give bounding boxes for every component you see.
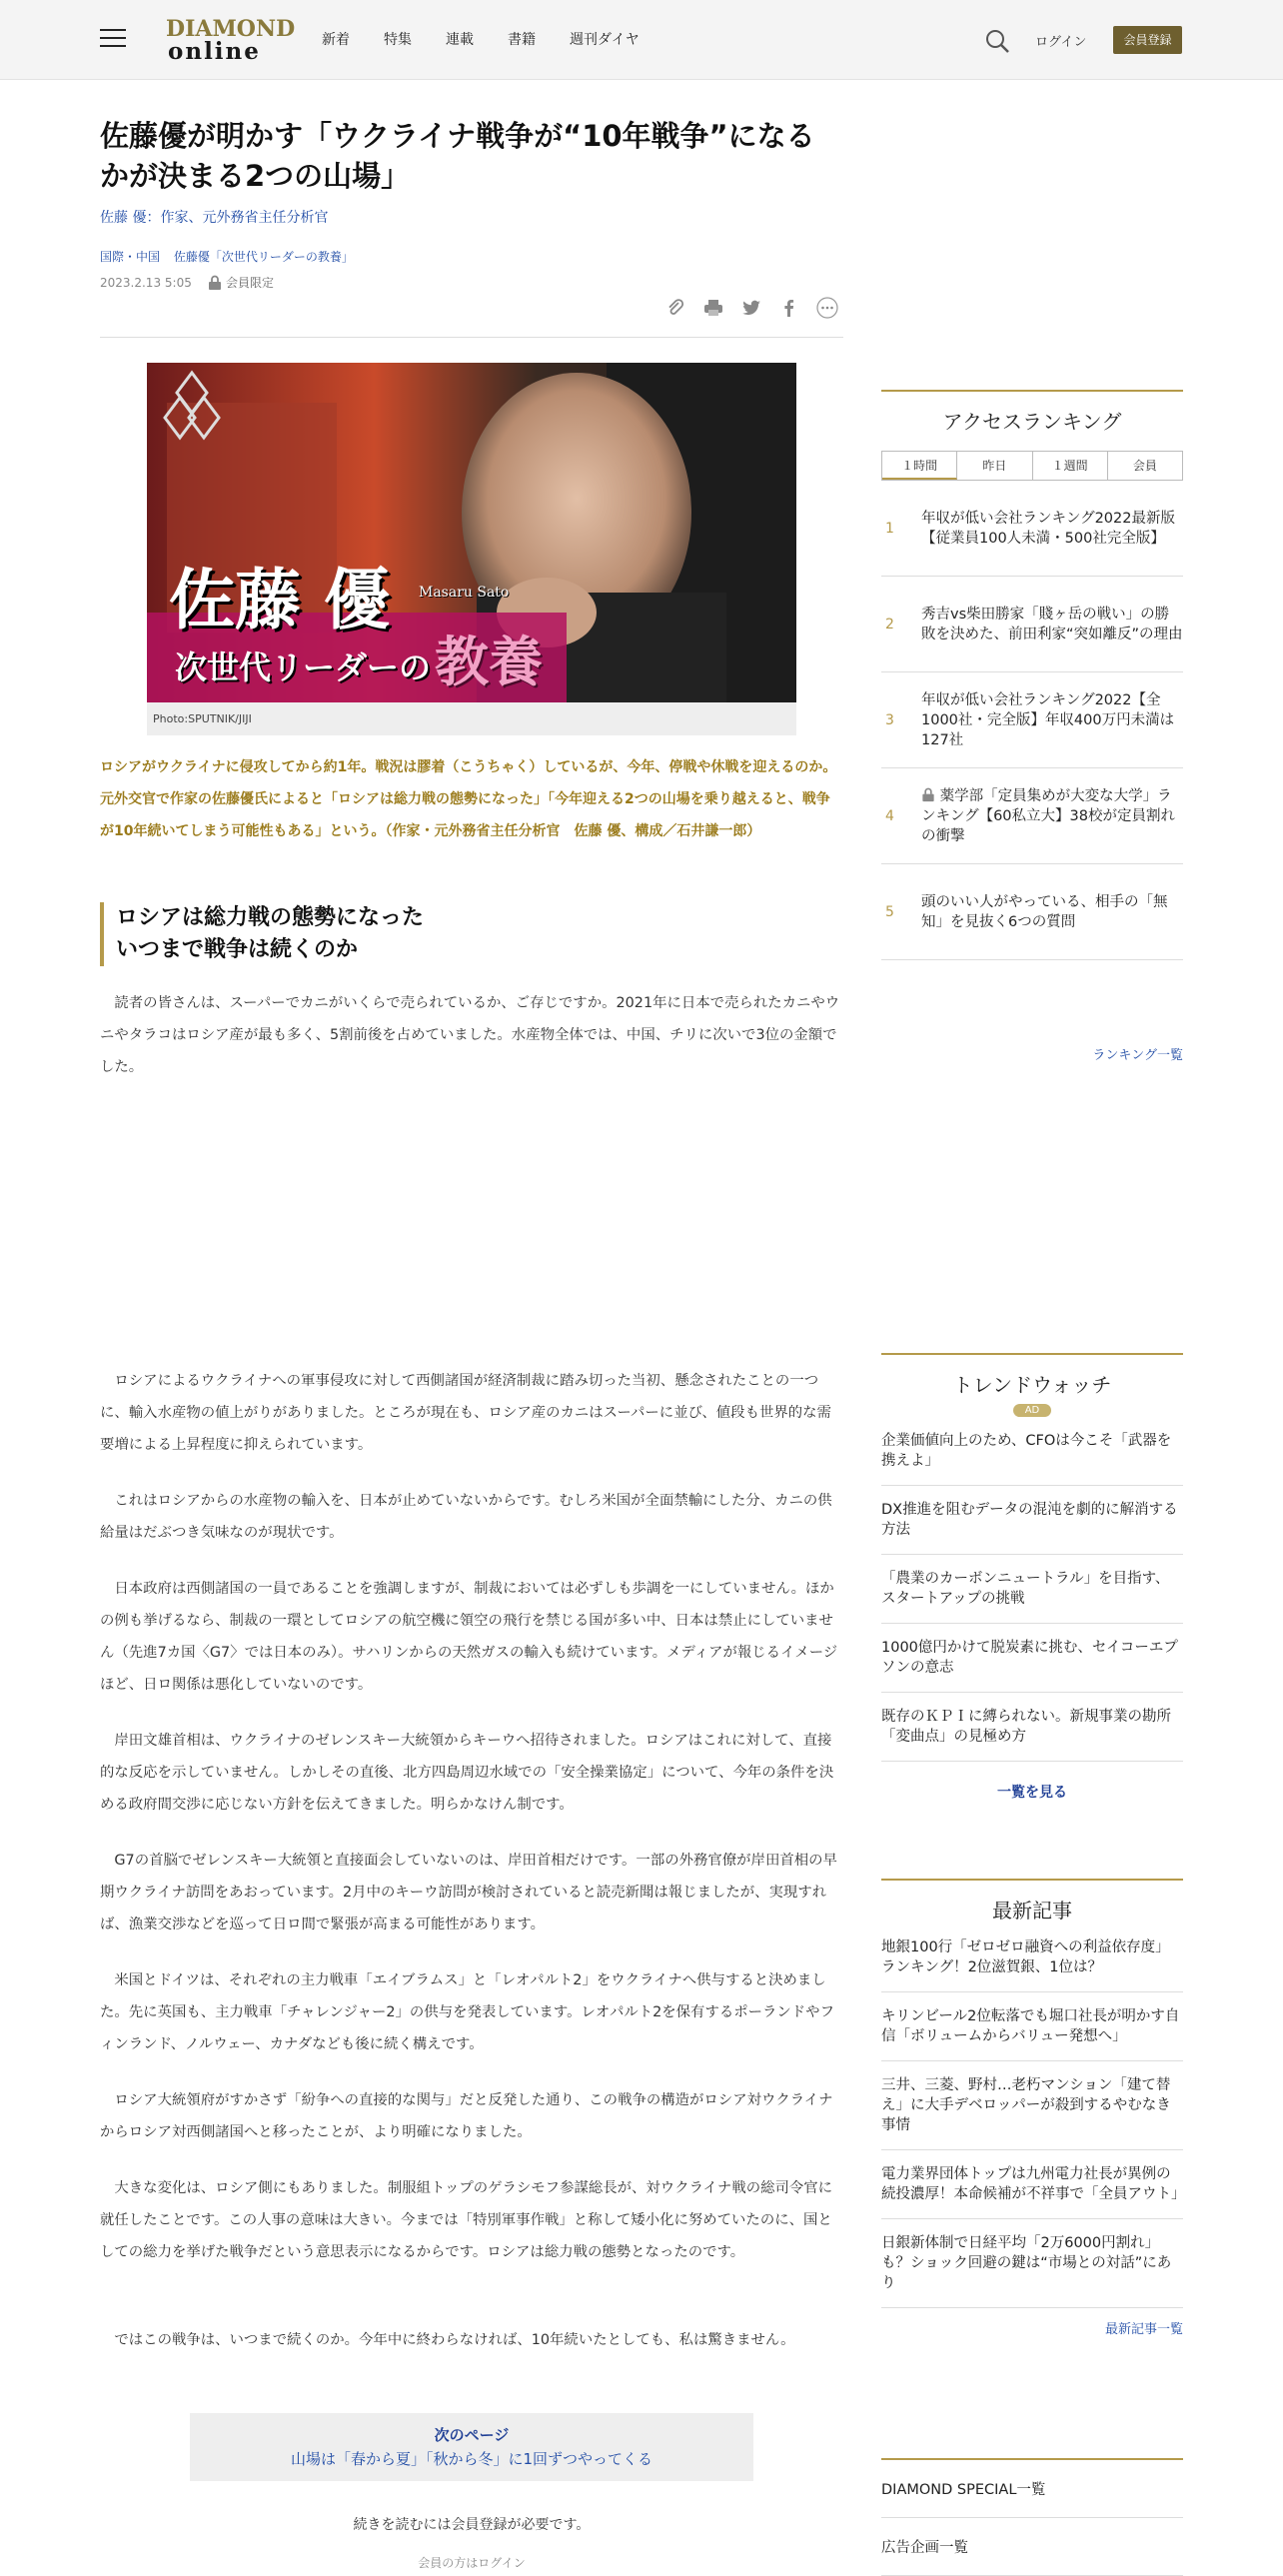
search-icon[interactable] [983,27,1011,55]
ranking-item[interactable] [881,768,1183,864]
trend-item[interactable]: 「農業のカーボンニュートラル」を目指す、スタートアップの挑戦 [881,1555,1183,1624]
top-header [0,0,1283,80]
menu-icon[interactable] [100,27,126,49]
hero-series-prefix: 次世代リーダーの [175,648,432,686]
article-paragraph: 読者の皆さんは、スーパーでカニがいくらで売られているか、ご存じですか。2021年に日本で売られたカニやウニやタラコはロシア産が最も多く、5割前後を占めていました。水産物全体では、中国、チリに次いで3位の金額でした。 [100,995,840,1075]
registration-required-note: 続きを読むには会員登録が必要です。 [353,2517,591,2533]
tab-1hour[interactable]: １時間 [882,452,957,480]
ranking-text[interactable]: 秀吉vs柴田勝家「賤ヶ岳の戦い」の勝敗を決めた、前田利家“突如離反”の理由 [921,606,1183,643]
section-heading [100,902,839,966]
header-divider [100,337,843,338]
logo-line2: online [168,38,261,65]
hero-author-romaji: Masaru Sato [419,585,510,601]
latest-list-link[interactable]: 最新記事一覧 [1104,2322,1183,2337]
ranking-text-label: 薬学部「定員集めが大変な大学」ランキング【60私立大】38校が定員割れの衝撃 [921,787,1175,844]
latest-item[interactable]: 日銀新体制で日経平均「2万6000円割れ」も？ショック回避の鍵は“市場との対話”にあり [881,2219,1183,2308]
next-page-label: 次のページ [434,2426,510,2444]
ranking-title: アクセスランキング [881,390,1183,435]
latest-title: 最新記事 [881,1879,1183,1924]
nav-item-series[interactable]: 連載 [446,32,474,48]
lock-icon [921,787,935,802]
hero-series-title [175,630,544,693]
trend-see-all-link[interactable]: 一覧を見る [997,1785,1067,1801]
tab-member[interactable]: 会員 [1132,459,1157,473]
member-login-note[interactable]: 会員の方はログイン [418,2556,526,2570]
trend-item[interactable]: 既存のＫＰＩに縛られない。新規事業の勘所「変曲点」の見極め方 [881,1693,1183,1762]
hero-author-name: 佐藤 優 [169,561,390,639]
main-nav [322,29,673,49]
signup-button[interactable]: 会員登録 [1113,26,1182,54]
share-toolbar [663,296,839,320]
latest-item[interactable]: 電力業界団体トップは九州電力社長が異例の続投濃厚！本命候補が不祥事で「全員アウト」 [881,2150,1183,2219]
section-heading-line1: ロシアは総力戦の態勢になった [116,905,425,930]
ranking-text[interactable] [921,786,1183,846]
diamond-special-link[interactable]: DIAMOND SPECIAL一覧 [881,2460,1183,2518]
next-page-title[interactable]: 山場は「春から夏」「秋から冬」に1回ずつやってくる [290,2450,653,2468]
ad-plan-link[interactable]: 広告企画一覧 [881,2518,1183,2576]
article-lead: ロシアがウクライナに侵攻してから約1年。戦況は膠着（こうちゃく）しているが、今年、停戦や休戦を迎えるのか。元外交官で作家の佐藤優氏によると「ロシアは総力戦の態勢になった」「今年迎える2つの山場を乗り越えると、戦争が10年続いてしまう可能性もある」という。（作家・元外務省主任分析官 佐藤 優、構成／石井謙一郎） [100,759,837,839]
article-paragraph: これはロシアからの水産物の輸入を、日本が止めていないからです。むしろ米国が全面禁輸にした分、カニの供給量はだぶつき気味なのが現状です。 [100,1493,832,1541]
ad-badge: AD [1013,1404,1052,1417]
ranking-text[interactable]: 年収が低い会社ランキング2022最新版【従業員100人未満・500社完全版】 [921,510,1175,547]
ranking-item[interactable] [881,864,1183,960]
ranking-text[interactable]: 頭のいい人がやっている、相手の「無知」を見抜く6つの質問 [921,893,1168,930]
lock-icon [208,275,222,291]
author-link[interactable]: 佐藤 優：作家、元外務省主任分析官 [100,210,329,226]
latest-item[interactable]: キリンビール2位転落でも堀口社長が明かす自信「ボリュームからバリュー発想へ」 [881,1992,1183,2061]
ranking-text[interactable]: 年収が低い会社ランキング2022【全1000社・完全版】年収400万円未満は127社 [921,691,1175,748]
nav-item-books[interactable]: 書籍 [508,32,536,48]
tab-1week[interactable]: １週間 [1033,452,1108,480]
article-paragraph: ではこの戦争は、いつまで続くのか。今年中に終わらなければ、10年続いたとしても、私は驚きません。 [114,2332,795,2348]
next-page-box[interactable] [190,2413,753,2481]
hero-series-word: 教養 [435,630,544,693]
ranking-number: 2 [885,616,894,633]
article-paragraph: G7の首脳でゼレンスキー大統領と直接面会していないのは、岸田首相だけです。一部の外務官僚が岸田首相の早期ウクライナ訪問をあおっています。2月中のキーウ訪問が検討されていると読売新聞は報じましたが、実現すれば、漁業交渉などを巡って日ロ間で緊張が高まる可能性があります。 [100,1853,837,1932]
member-only-badge [208,274,274,291]
facebook-icon[interactable] [777,296,801,320]
more-icon[interactable] [815,296,839,320]
ranking-list-link[interactable]: ランキング一覧 [1092,1048,1183,1063]
login-link[interactable]: ログイン [1035,35,1087,50]
twitter-icon[interactable] [739,296,763,320]
section-heading-line2: いつまで戦争は続くのか [116,937,359,962]
article-paragraph: 岸田文雄首相は、ウクライナのゼレンスキー大統領からキーウへ招待されました。ロシアはこれに対して、直接的な反応を示していません。しかしその直後、北方四島周辺水域での「安全操業協定」について、今年の条件を決める政府間交渉に応じない方針を伝えてきました。明らかなけん制です。 [100,1733,834,1813]
member-only-label: 会員限定 [226,276,275,290]
nav-item-feature[interactable]: 特集 [384,32,412,48]
ranking-item[interactable] [881,672,1183,768]
trend-item[interactable]: 1000億円かけて脱炭素に挑む、セイコーエプソンの意志 [881,1624,1183,1693]
article-paragraph: 大きな変化は、ロシア側にもありました。制服組トップのゲラシモフ参謀総長が、対ウクライナ戦の総司令官に就任したことです。この人事の意味は大きい。今までは「特別軍事作戦」と称して矮小化に努めていたのに、国としての総力を挙げた戦争だという意思表示になるからです。ロシアは総力戦の態勢となったのです。 [100,2180,833,2260]
ranking-number: 1 [885,520,894,537]
trend-item[interactable]: DX推進を阻むデータの混沌を劇的に解消する方法 [881,1486,1183,1555]
ranking-tabs [881,451,1183,481]
sidebar-links [881,2458,1183,2576]
publish-date: 2023.2.13 5:05 [100,276,192,290]
print-icon[interactable] [701,296,725,320]
trend-item[interactable]: 企業価値向上のため、CFOは今こそ「武器を携えよ」 [881,1417,1183,1486]
clip-icon[interactable] [663,296,687,320]
article-paragraph: 米国とドイツは、それぞれの主力戦車「エイブラムス」と「レオパルト2」をウクライナへ供与すると決めました。先に英国も、主力戦車「チャレンジャー2」の供与を発表しています。レオパルト2を保有するポーランドやフィンランド、ノルウェー、カナダなども後に続く構えです。 [100,1972,834,2052]
ranking-number: 5 [885,903,894,920]
hero-image [147,363,796,702]
article-title: 佐藤優が明かす「ウクライナ戦争が“10年戦争”になるかが決まる2つの山場」 [100,119,815,193]
article-paragraph: ロシアによるウクライナへの軍事侵攻に対して西側諸国が経済制裁に踏み切った当初、懸念されたことの一つに、輸入水産物の値上がりがありました。ところが現在も、ロシア産のカニはスーパーに並び、値段も世界的な需要増による上昇程度に抑えられています。 [100,1373,831,1453]
breadcrumb-category[interactable]: 国際・中国 [100,250,161,264]
latest-item[interactable]: 地銀100行「ゼロゼロ融資への利益依存度」ランキング！2位滋賀銀、1位は？ [881,1924,1183,1992]
trend-watch [881,1353,1183,1802]
site-logo[interactable] [166,16,296,65]
trend-title: トレンドウォッチ [881,1353,1183,1398]
tab-yesterday[interactable]: 昨日 [957,452,1032,480]
article-paragraph: 日本政府は西側諸国の一員であることを強調しますが、制裁においては必ずしも歩調を一にしていません。ほかの例も挙げるなら、制裁の一環としてロシアの航空機に領空の飛行を禁じる国が多い中、日本は禁止にしていません（先進7カ国〈G7〉では日本のみ）。サハリンからの天然ガスの輸入も続けています。メディアが報じるイメージほど、日ロ関係は悪化していないのです。 [100,1581,838,1693]
ranking-number: 4 [885,807,894,824]
photo-credit: Photo:SPUTNIK/JIJI [147,702,796,735]
nav-item-weekly[interactable]: 週刊ダイヤ [570,32,640,48]
breadcrumb [100,248,364,265]
breadcrumb-series[interactable]: 佐藤優「次世代リーダーの教養」 [173,250,354,264]
access-ranking [881,390,1183,1063]
logo-line1: DIAMOND [166,16,296,42]
ranking-number: 3 [885,711,894,728]
ranking-item[interactable] [881,481,1183,577]
latest-articles [881,1879,1186,2337]
latest-item[interactable]: 三井、三菱、野村…老朽マンション「建て替え」に大手デベロッパーが殺到するやむなき事情 [881,2061,1183,2150]
nav-item-new[interactable]: 新着 [322,32,350,48]
article-paragraph: ロシア大統領府がすかさず「紛争への直接的な関与」だと反発した通り、この戦争の構造がロシア対ウクライナからロシア対西側諸国へと移ったことが、より明確になりました。 [100,2092,833,2140]
ranking-item[interactable] [881,577,1183,672]
